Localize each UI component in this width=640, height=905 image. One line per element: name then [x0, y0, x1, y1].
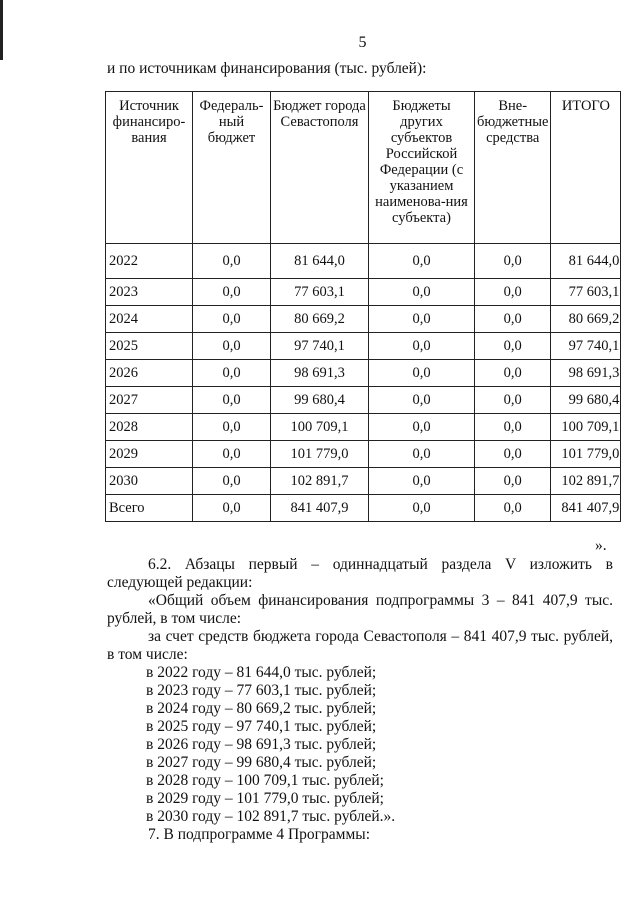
table-row	[106, 468, 621, 495]
paragraph-section-edit: 6.2. Абзацы первый – одиннадцатый раздела V изложить в следующей редакции:	[107, 556, 613, 591]
cell-other-subjects: 0,0	[369, 441, 475, 468]
header-source: Источник финансиро-вания	[106, 92, 193, 244]
cell-federal: 0,0	[193, 279, 271, 306]
cell-year: 2029	[106, 441, 193, 468]
cell-federal: 0,0	[193, 441, 271, 468]
year-line-2030: в 2030 году – 102 891,7 тыс. рублей.».	[146, 808, 396, 825]
cell-extrabudgetary: 0,0	[475, 495, 551, 522]
cell-city-budget: 100 709,1	[271, 414, 369, 441]
cell-total: 98 691,3	[551, 360, 621, 387]
table-row	[106, 441, 621, 468]
year-line-2028: в 2028 году – 100 709,1 тыс. рублей;	[146, 772, 384, 789]
cell-other-subjects: 0,0	[369, 244, 475, 279]
year-line-2023: в 2023 году – 77 603,1 тыс. рублей;	[146, 682, 377, 699]
cell-extrabudgetary: 0,0	[475, 306, 551, 333]
cell-city-budget: 98 691,3	[271, 360, 369, 387]
cell-year: Всего	[106, 495, 193, 522]
header-extrabudgetary: Вне-бюджетные средства	[475, 92, 551, 244]
cell-total: 80 669,2	[551, 306, 621, 333]
cell-other-subjects: 0,0	[369, 414, 475, 441]
cell-total: 100 709,1	[551, 414, 621, 441]
header-federal: Федераль-ный бюджет	[193, 92, 271, 244]
cell-year: 2027	[106, 387, 193, 414]
year-line-2026: в 2026 году – 98 691,3 тыс. рублей;	[146, 736, 377, 753]
cell-city-budget: 81 644,0	[271, 244, 369, 279]
cell-federal: 0,0	[193, 244, 271, 279]
year-line-2024: в 2024 году – 80 669,2 тыс. рублей;	[146, 700, 377, 717]
cell-city-budget: 77 603,1	[271, 279, 369, 306]
cell-federal: 0,0	[193, 414, 271, 441]
cell-other-subjects: 0,0	[369, 306, 475, 333]
cell-federal: 0,0	[193, 306, 271, 333]
year-line-2027: в 2027 году – 99 680,4 тыс. рублей;	[146, 754, 377, 771]
cell-other-subjects: 0,0	[369, 279, 475, 306]
table-row	[106, 306, 621, 333]
cell-extrabudgetary: 0,0	[475, 441, 551, 468]
cell-federal: 0,0	[193, 468, 271, 495]
cell-other-subjects: 0,0	[369, 495, 475, 522]
cell-year: 2025	[106, 333, 193, 360]
cell-city-budget: 99 680,4	[271, 387, 369, 414]
cell-federal: 0,0	[193, 495, 271, 522]
cell-city-budget: 97 740,1	[271, 333, 369, 360]
cell-total: 99 680,4	[551, 387, 621, 414]
cell-year: 2024	[106, 306, 193, 333]
cell-other-subjects: 0,0	[369, 333, 475, 360]
table-header-row	[106, 92, 621, 244]
page-number: 5	[358, 34, 367, 51]
cell-extrabudgetary: 0,0	[475, 333, 551, 360]
header-city-budget: Бюджет города Севастополя	[271, 92, 369, 244]
cell-other-subjects: 0,0	[369, 468, 475, 495]
intro-text: и по источникам финансирования (тыс. рублей):	[107, 60, 427, 77]
cell-federal: 0,0	[193, 387, 271, 414]
header-other-subjects: Бюджеты других субъектов Российской Федерации (с указанием наименова-ния субъекта)	[369, 92, 475, 244]
cell-total: 97 740,1	[551, 333, 621, 360]
cell-extrabudgetary: 0,0	[475, 244, 551, 279]
table-row	[106, 279, 621, 306]
paragraph-total-financing: «Общий объем финансирования подпрограммы 3 – 841 407,9 тыс. рублей, в том числе:	[107, 592, 613, 627]
year-line-2025: в 2025 году – 97 740,1 тыс. рублей;	[146, 718, 377, 735]
cell-year: 2030	[106, 468, 193, 495]
cell-extrabudgetary: 0,0	[475, 279, 551, 306]
table-row	[106, 244, 621, 279]
cell-year: 2028	[106, 414, 193, 441]
table-row	[106, 414, 621, 441]
cell-extrabudgetary: 0,0	[475, 360, 551, 387]
cell-city-budget: 102 891,7	[271, 468, 369, 495]
cell-year: 2026	[106, 360, 193, 387]
paragraph-city-budget: за счет средств бюджета города Севастополя – 841 407,9 тыс. рублей, в том числе:	[107, 628, 613, 663]
cell-city-budget: 101 779,0	[271, 441, 369, 468]
paragraph-subprogram-4: 7. В подпрограмме 4 Программы:	[148, 826, 370, 843]
table-row	[106, 495, 621, 522]
cell-federal: 0,0	[193, 360, 271, 387]
cell-total: 81 644,0	[551, 244, 621, 279]
table-row	[106, 360, 621, 387]
cell-extrabudgetary: 0,0	[475, 468, 551, 495]
cell-federal: 0,0	[193, 333, 271, 360]
cell-total: 102 891,7	[551, 468, 621, 495]
year-line-2029: в 2029 году – 101 779,0 тыс. рублей;	[146, 790, 384, 807]
cell-year: 2023	[106, 279, 193, 306]
table-body	[106, 244, 621, 522]
header-total: ИТОГО	[551, 92, 621, 244]
financing-table	[105, 91, 621, 522]
cell-total: 77 603,1	[551, 279, 621, 306]
table-row	[106, 387, 621, 414]
table-row	[106, 333, 621, 360]
year-line-2022: в 2022 году – 81 644,0 тыс. рублей;	[146, 664, 377, 681]
cell-year: 2022	[106, 244, 193, 279]
cell-extrabudgetary: 0,0	[475, 414, 551, 441]
cell-extrabudgetary: 0,0	[475, 387, 551, 414]
cell-city-budget: 841 407,9	[271, 495, 369, 522]
cell-other-subjects: 0,0	[369, 387, 475, 414]
cell-total: 101 779,0	[551, 441, 621, 468]
body-text	[107, 556, 613, 844]
closing-quote: ».	[595, 537, 607, 554]
cell-city-budget: 80 669,2	[271, 306, 369, 333]
cell-total: 841 407,9	[551, 495, 621, 522]
cell-other-subjects: 0,0	[369, 360, 475, 387]
